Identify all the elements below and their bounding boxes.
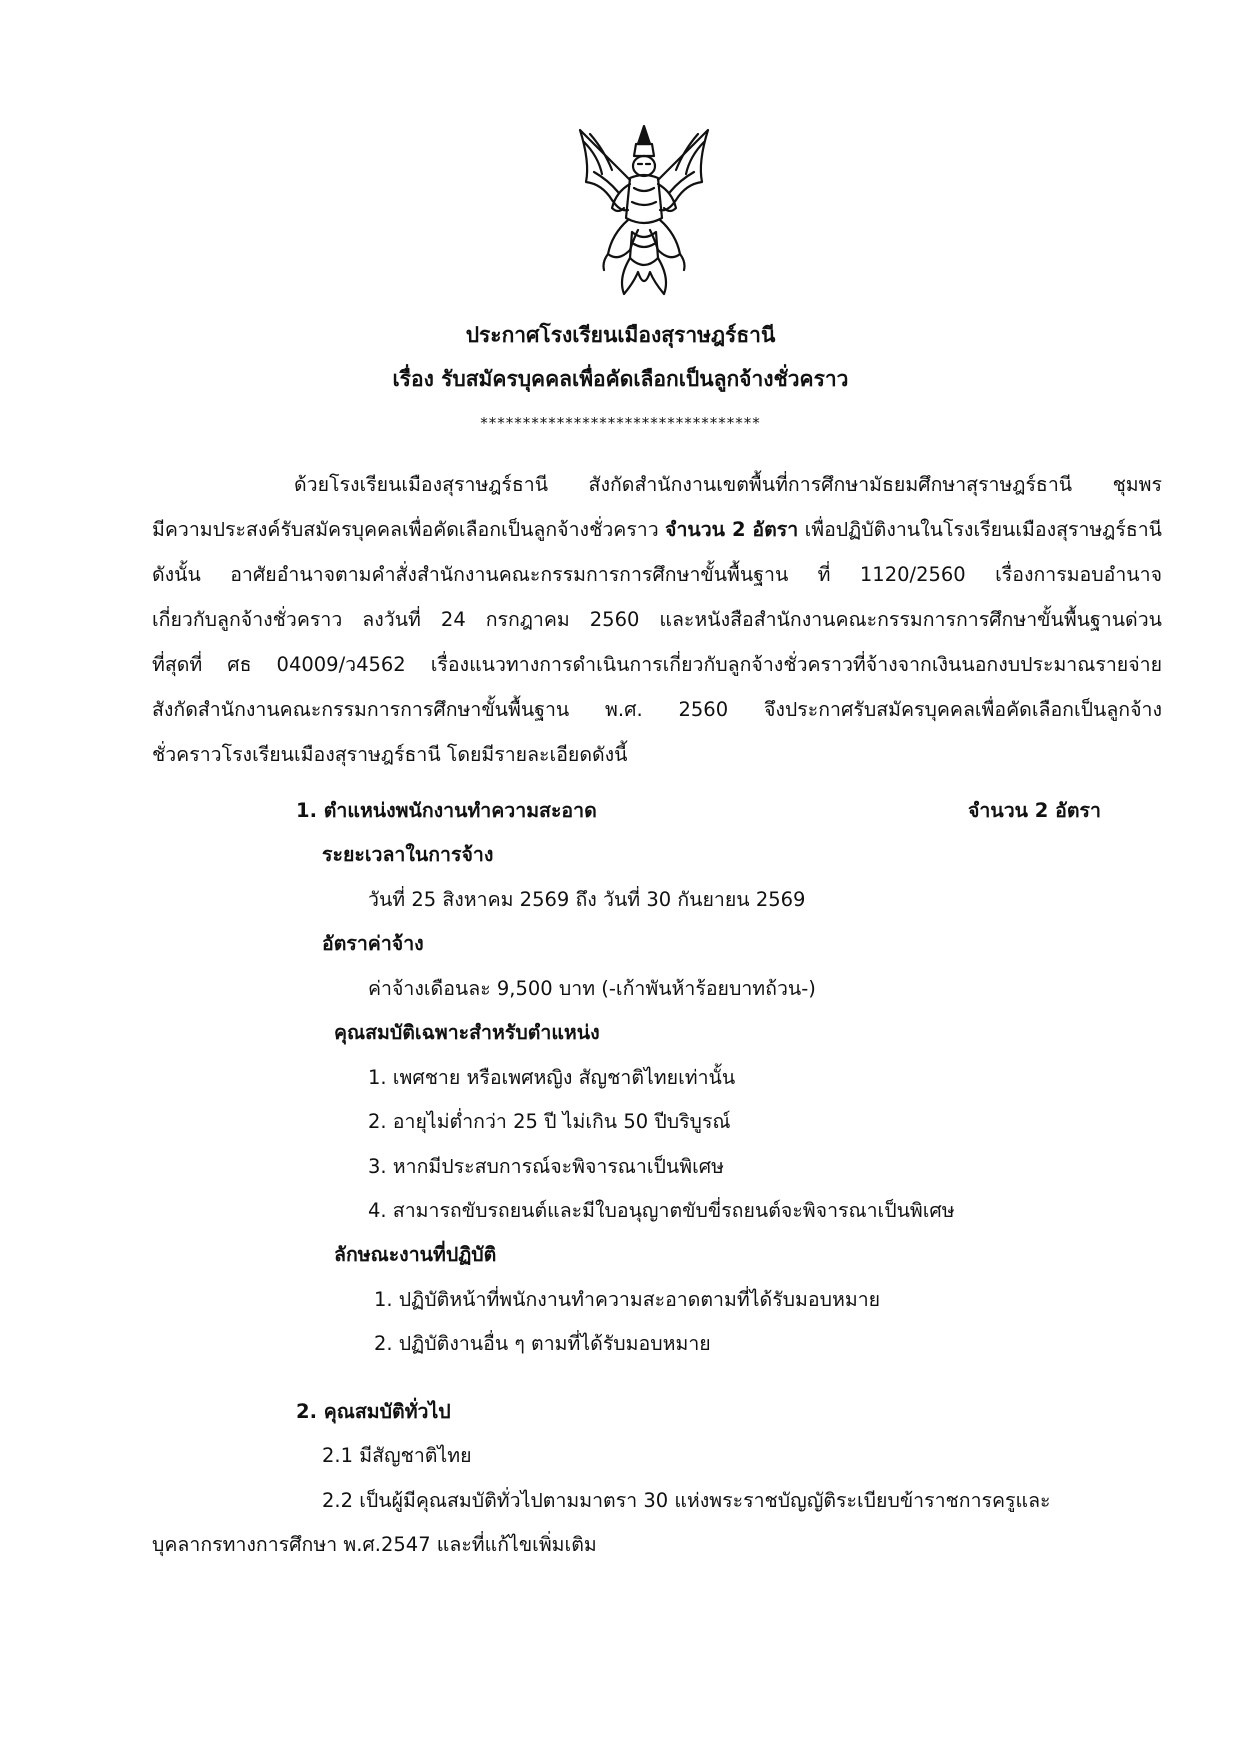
section1-heading: 1. ตำแหน่งพนักงานทำความสะอาด [296,799,597,822]
qualification-item: 1. เพศชาย หรือเพศหญิง สัญชาติไทยเท่านั้น [368,1066,736,1089]
duration-label: ระยะเวลาในการจ้าง [322,843,494,866]
general-qualification-item: 2.2 เป็นผู้มีคุณสมบัติทั่วไปตามมาตรา 30 แห่งพระราชบัญญัติระเบียบข้าราชการครูและ [322,1489,1051,1512]
intro-line: ดังนั้น อาศัยอำนาจตามคำสั่งสำนักงานคณะกรรมการการศึกษาขั้นพื้นฐาน ที่ 1120/2560 เรื่องการมอบอำนาจ [152,563,1162,586]
section1-count: จำนวน 2 อัตรา [968,799,1101,822]
announcement-subject: เรื่อง รับสมัครบุคคลเพื่อคัดเลือกเป็นลูกจ้างชั่วคราว [392,367,849,391]
qualification-item: 3. หากมีประสบการณ์จะพิจารณาเป็นพิเศษ [368,1155,724,1178]
intro-line: สังกัดสำนักงานคณะกรรมการการศึกษาขั้นพื้นฐาน พ.ศ. 2560 จึงประกาศรับสมัครบุคคลเพื่อคัดเลือกเป็นลูกจ้าง [152,698,1162,721]
qualification-item: 4. สามารถขับรถยนต์และมีใบอนุญาตขับขี่รถยนต์จะพิจารณาเป็นพิเศษ [368,1199,955,1222]
section2-heading: 2. คุณสมบัติทั่วไป [296,1400,451,1423]
separator-line: ********************************* [480,414,761,432]
intro-line: ที่สุดที่ ศธ 04009/ว4562 เรื่องแนวทางการดำเนินการเกี่ยวกับลูกจ้างชั่วคราวที่จ้างจากเงินนอกงบประมาณรายจ่าย [152,653,1162,676]
intro-line: ด้วยโรงเรียนเมืองสุราษฎร์ธานี สังกัดสำนักงานเขตพื้นที่การศึกษามัธยมศึกษาสุราษฎร์ธานี ชุมพร [294,473,1162,496]
general-qualification-item: 2.1 มีสัญชาติไทย [322,1444,472,1467]
qualification-item: 2. อายุไม่ต่ำกว่า 25 ปี ไม่เกิน 50 ปีบริบูรณ์ [368,1110,731,1133]
intro-line [152,507,1162,552]
intro-line: เกี่ยวกับลูกจ้างชั่วคราว ลงวันที่ 24 กรกฎาคม 2560 และหนังสือสำนักงานคณะกรรมการการศึกษาขั้นพื้นฐานด่วน [152,608,1162,631]
intro-paragraph [152,462,1162,777]
wage-value: ค่าจ้างเดือนละ 9,500 บาท (-เก้าพันห้าร้อยบาทถ้วน-) [368,977,816,1000]
position-count-emphasis: จำนวน 2 อัตรา [665,518,799,541]
wage-label: อัตราค่าจ้าง [322,932,424,955]
duty-item: 2. ปฏิบัติงานอื่น ๆ ตามที่ได้รับมอบหมาย [374,1332,711,1355]
announcement-title: ประกาศโรงเรียนเมืองสุราษฎร์ธานี [465,323,776,347]
intro-text: มีความประสงค์รับสมัครบุคคลเพื่อคัดเลือกเป็นลูกจ้างชั่วคราว [152,518,659,541]
duration-value: วันที่ 25 สิงหาคม 2569 ถึง วันที่ 30 กันยายน 2569 [368,888,806,911]
general-qualification-item-continued: บุคลากรทางการศึกษา พ.ศ.2547 และที่แก้ไขเพิ่มเติม [152,1533,597,1556]
garuda-emblem [572,122,716,300]
qualifications-label: คุณสมบัติเฉพาะสำหรับตำแหน่ง [334,1021,600,1044]
duty-item: 1. ปฏิบัติหน้าที่พนักงานทำความสะอาดตามที่ได้รับมอบหมาย [374,1288,881,1311]
intro-line: ชั่วคราวโรงเรียนเมืองสุราษฎร์ธานี โดยมีรายละเอียดดังนี้ [152,743,628,766]
duties-label: ลักษณะงานที่ปฏิบัติ [334,1243,497,1266]
intro-text: เพื่อปฏิบัติงานในโรงเรียนเมืองสุราษฎร์ธานี [804,518,1163,541]
